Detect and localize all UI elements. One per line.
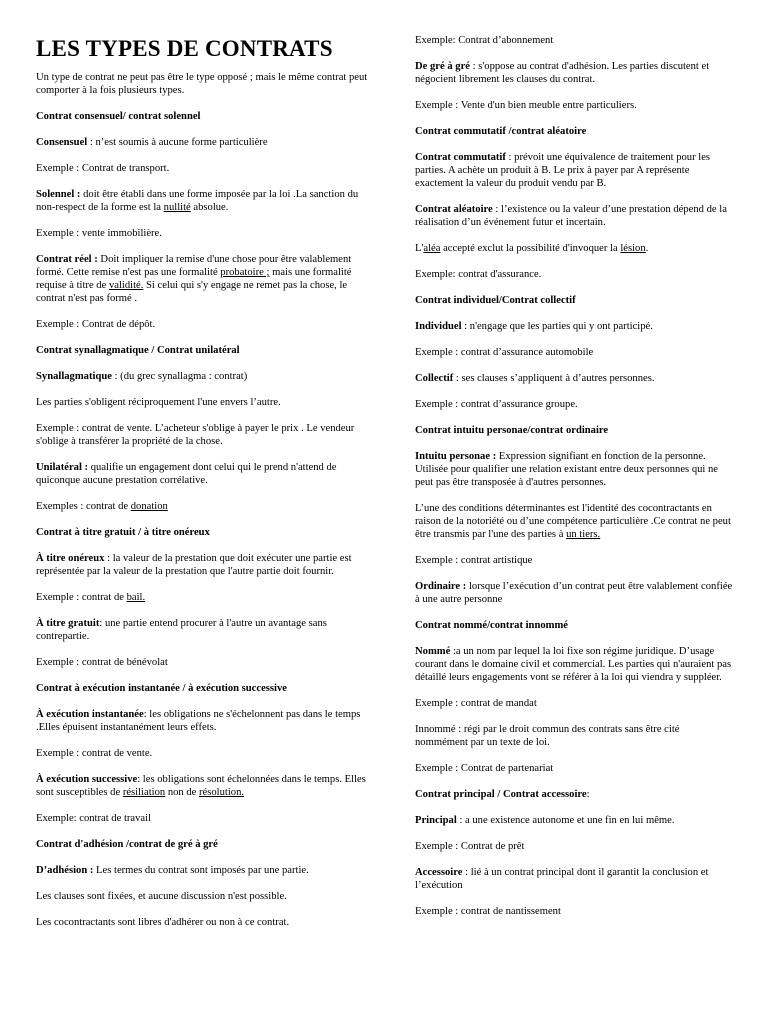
term-label: Contrat consensuel/ contrat solennel (36, 111, 201, 122)
text-run: Les clauses sont fixées, et aucune discussion n'est possible. (36, 891, 287, 902)
text-run: qualifie un engagement dont celui qui le prend n'attend de quiconque aucune prestation corrélative. (36, 462, 337, 486)
text-run: Exemple : contrat de mandat (415, 698, 537, 709)
text-run: accepté exclut la possibilité d'invoquer la (440, 243, 621, 254)
term-label: À exécution successive (36, 774, 138, 785)
paragraph (415, 60, 735, 86)
paragraph (36, 864, 371, 877)
paragraph (415, 866, 735, 892)
paragraph (36, 370, 371, 383)
text-run: : lié à un contrat principal dont il garantit la conclusion et l’exécution (415, 867, 709, 891)
paragraph (36, 656, 371, 669)
paragraph (415, 554, 735, 567)
underlined-term: lésion (620, 243, 646, 254)
text-run: Exemple : contrat de nantissement (415, 906, 561, 917)
underlined-term: résolution. (199, 787, 245, 798)
right-column (415, 34, 735, 931)
paragraph (415, 814, 735, 827)
text-run: : les obligations ne s'échelonnent pas dans le temps .Elles épuisent instantanément leurs effets. (36, 709, 361, 733)
paragraph (415, 151, 735, 190)
text-run: : a une existence autonome et une fin en lui même. (456, 815, 675, 826)
underlined-term: donation (130, 501, 168, 512)
paragraph (415, 762, 735, 775)
paragraph (36, 552, 371, 578)
text-run: Exemple: contrat d'assurance. (415, 269, 542, 280)
term-label: Ordinaire : (415, 581, 467, 592)
underlined-term: validité. (108, 280, 144, 291)
underlined-term: probatoire ; (220, 267, 270, 278)
term-label: Contrat commutatif /contrat aléatoire (415, 126, 587, 137)
text-run: L' (415, 243, 424, 254)
term-label: Contrat individuel/Contrat collectif (415, 295, 576, 306)
text-run: : l’existence ou la valeur d’une prestation dépend de la réalisation d’un événement futur et incertain. (415, 204, 727, 228)
paragraph (36, 344, 371, 357)
term-label: Intuitu personae : (415, 451, 497, 462)
paragraph (415, 450, 735, 489)
paragraph (415, 645, 735, 684)
text-run: : (586, 789, 590, 800)
paragraph (415, 268, 735, 281)
term-label: Contrat principal / Contrat accessoire (415, 789, 587, 800)
text-run: Exemple : Contrat de dépôt. (36, 319, 156, 330)
paragraph (36, 461, 371, 487)
paragraph (415, 294, 735, 307)
term-label: Contrat d'adhésion /contrat de gré à gré (36, 839, 218, 850)
underlined-term: un tiers. (566, 529, 601, 540)
underlined-term: bail. (126, 592, 146, 603)
term-label: À titre onéreux (36, 553, 105, 564)
paragraph (36, 773, 371, 799)
paragraph (36, 812, 371, 825)
paragraph (415, 372, 735, 385)
text-run: Exemple: contrat de travail (36, 813, 152, 824)
text-run: Innommé : régi par le droit commun des contrats sans être cité nommément par un texte de loi. (415, 724, 680, 748)
paragraph (415, 580, 735, 606)
paragraph (36, 422, 371, 448)
page-title: LES TYPES DE CONTRATS (36, 36, 333, 61)
text-run: : prévoit une équivalence de traitement pour les parties. A achète un produit à B. Le prix à payer par A représente exactement la valeur du produit vendu par B. (415, 152, 711, 189)
paragraph (36, 526, 371, 539)
paragraph (415, 203, 735, 229)
paragraph (36, 708, 371, 734)
paragraph (36, 682, 371, 695)
text-run: Doit impliquer la remise d'une chose pour être valablement formé. Cette remise n'est pas une formalité (36, 254, 352, 278)
right-paragraphs (415, 34, 735, 918)
text-run: Exemple : contrat d’assurance groupe. (415, 399, 578, 410)
paragraph (415, 99, 735, 112)
text-run: Exemple : contrat d’assurance automobile (415, 347, 594, 358)
term-label: Principal (415, 815, 457, 826)
text-run: Exemple: Contrat d’abonnement (415, 35, 554, 46)
paragraph (36, 253, 371, 305)
text-run: :a un nom par lequel la loi fixe son régime juridique. D’usage courant dans le domaine civil et commercial. Les parties qui n'auraient pas détaillé leurs engagements vont se référer à la loi qui viendra y suppléer. (415, 646, 732, 683)
paragraph (36, 136, 371, 149)
paragraph (415, 723, 735, 749)
paragraph (415, 424, 735, 437)
term-label: Unilatéral : (36, 462, 89, 473)
term-label: Synallagmatique (36, 371, 112, 382)
paragraph (415, 905, 735, 918)
paragraph (36, 500, 371, 513)
text-run: Exemple : Contrat de partenariat (415, 763, 554, 774)
term-label: Contrat commutatif (415, 152, 506, 163)
term-label: Individuel (415, 321, 462, 332)
text-run: absolue. (190, 202, 229, 213)
paragraph (36, 591, 371, 604)
paragraph (415, 320, 735, 333)
paragraph (36, 318, 371, 331)
text-run: : (du grec synallagma : contrat) (111, 371, 248, 382)
paragraph (415, 619, 735, 632)
text-run: L’une des conditions déterminantes est l'identité des cocontractants en raison de la notoriété ou d’une compétence particulière .Ce contrat ne peut être transmis par l'une des parties à (415, 503, 731, 540)
paragraph (36, 838, 371, 851)
text-run: Exemple : Contrat de transport. (36, 163, 170, 174)
text-run: Exemple : Contrat de prêt (415, 841, 525, 852)
text-run: : ses clauses s’appliquent à d’autres personnes. (453, 373, 655, 384)
text-run: mais une formalité requise à titre de (36, 267, 352, 291)
left-column (36, 36, 371, 942)
text-run: doit être établi dans une forme imposée par la loi .La sanction du non-respect de la forme est la (36, 189, 359, 213)
text-run: : n'engage que les parties qui y ont participé. (461, 321, 653, 332)
term-label: Contrat nommé/contrat innommé (415, 620, 568, 631)
paragraph (415, 502, 735, 541)
underlined-term: aléa (423, 243, 441, 254)
paragraph (415, 697, 735, 710)
text-run: Exemple : contrat artistique (415, 555, 533, 566)
term-label: À titre gratuit (36, 618, 100, 629)
left-paragraphs (36, 71, 371, 929)
text-run: : la valeur de la prestation que doit exécuter une partie est représentée par la valeur de la prestation que l'autre partie doit fournir. (36, 553, 352, 577)
text-run: Exemple : vente immobilière. (36, 228, 162, 239)
text-run: Exemple : contrat de bénévolat (36, 657, 168, 668)
term-label: Nommé (415, 646, 451, 657)
text-run: Exemple : contrat de vente. L’acheteur s'oblige à payer le prix . Le vendeur s'oblige à transférer la propriété de la chose. (36, 423, 355, 447)
text-run: Un type de contrat ne peut pas être le type opposé ; mais le même contrat peut comporter à la fois plusieurs types. (36, 72, 368, 96)
text-run: Exemples : contrat de (36, 501, 131, 512)
term-label: Consensuel (36, 137, 88, 148)
paragraph (415, 398, 735, 411)
text-run: Les parties s'obligent réciproquement l'une envers l’autre. (36, 397, 281, 408)
paragraph (36, 396, 371, 409)
text-run: Exemple : contrat de (36, 592, 127, 603)
paragraph (36, 110, 371, 123)
text-run: : une partie entend procurer à l'autre un avantage sans contrepartie. (36, 618, 327, 642)
text-run: non de (165, 787, 200, 798)
paragraph (36, 890, 371, 903)
underlined-term: nullité (163, 202, 191, 213)
paragraph (415, 242, 735, 255)
paragraph (36, 71, 371, 97)
underlined-term: résiliation (122, 787, 166, 798)
text-run: Les termes du contrat sont imposés par une partie. (93, 865, 309, 876)
term-label: D’adhésion : (36, 865, 94, 876)
paragraph (415, 840, 735, 853)
paragraph (36, 188, 371, 214)
text-run: Exemple : Vente d'un bien meuble entre particuliers. (415, 100, 637, 111)
paragraph (415, 34, 735, 47)
term-label: Contrat à exécution instantanée / à exécution successive (36, 683, 287, 694)
paragraph (36, 617, 371, 643)
term-label: De gré à gré (415, 61, 470, 72)
paragraph (415, 125, 735, 138)
paragraph (36, 162, 371, 175)
term-label: Contrat intuitu personae/contrat ordinaire (415, 425, 609, 436)
term-label: À exécution instantanée (36, 709, 144, 720)
paragraph (36, 227, 371, 240)
text-run: Exemple : contrat de vente. (36, 748, 153, 759)
paragraph (36, 916, 371, 929)
term-label: Collectif (415, 373, 454, 384)
paragraph (415, 346, 735, 359)
term-label: Contrat aléatoire (415, 204, 493, 215)
text-run: Expression signifiant en fonction de la personne. Utilisée pour qualifier une relation existant entre deux personnes qui ne peut pas être transposée à d'autres personnes. (415, 451, 719, 488)
text-run: : s'oppose au contrat d'adhésion. Les parties discutent et négocient librement les clauses du contrat. (415, 61, 710, 85)
term-label: Contrat réel : (36, 254, 98, 265)
text-run: : n’est soumis à aucune forme particulière (87, 137, 268, 148)
text-run: : les obligations sont échelonnées dans le temps. Elles sont susceptibles de (36, 774, 366, 798)
text-run: . (645, 243, 649, 254)
text-run: Les cocontractants sont libres d'adhérer ou non à ce contrat. (36, 917, 290, 928)
text-run: lorsque l’exécution d’un contrat peut être valablement confiée à une autre personne (415, 581, 733, 605)
paragraph (36, 747, 371, 760)
paragraph (415, 788, 735, 801)
term-label: Contrat à titre gratuit / à titre onéreux (36, 527, 210, 538)
term-label: Contrat synallagmatique / Contrat unilatéral (36, 345, 240, 356)
text-run: Si celui qui s'y engage ne remet pas la chose, le contrat n'est pas formé . (36, 280, 348, 304)
term-label: Solennel : (36, 189, 81, 200)
term-label: Accessoire (415, 867, 463, 878)
